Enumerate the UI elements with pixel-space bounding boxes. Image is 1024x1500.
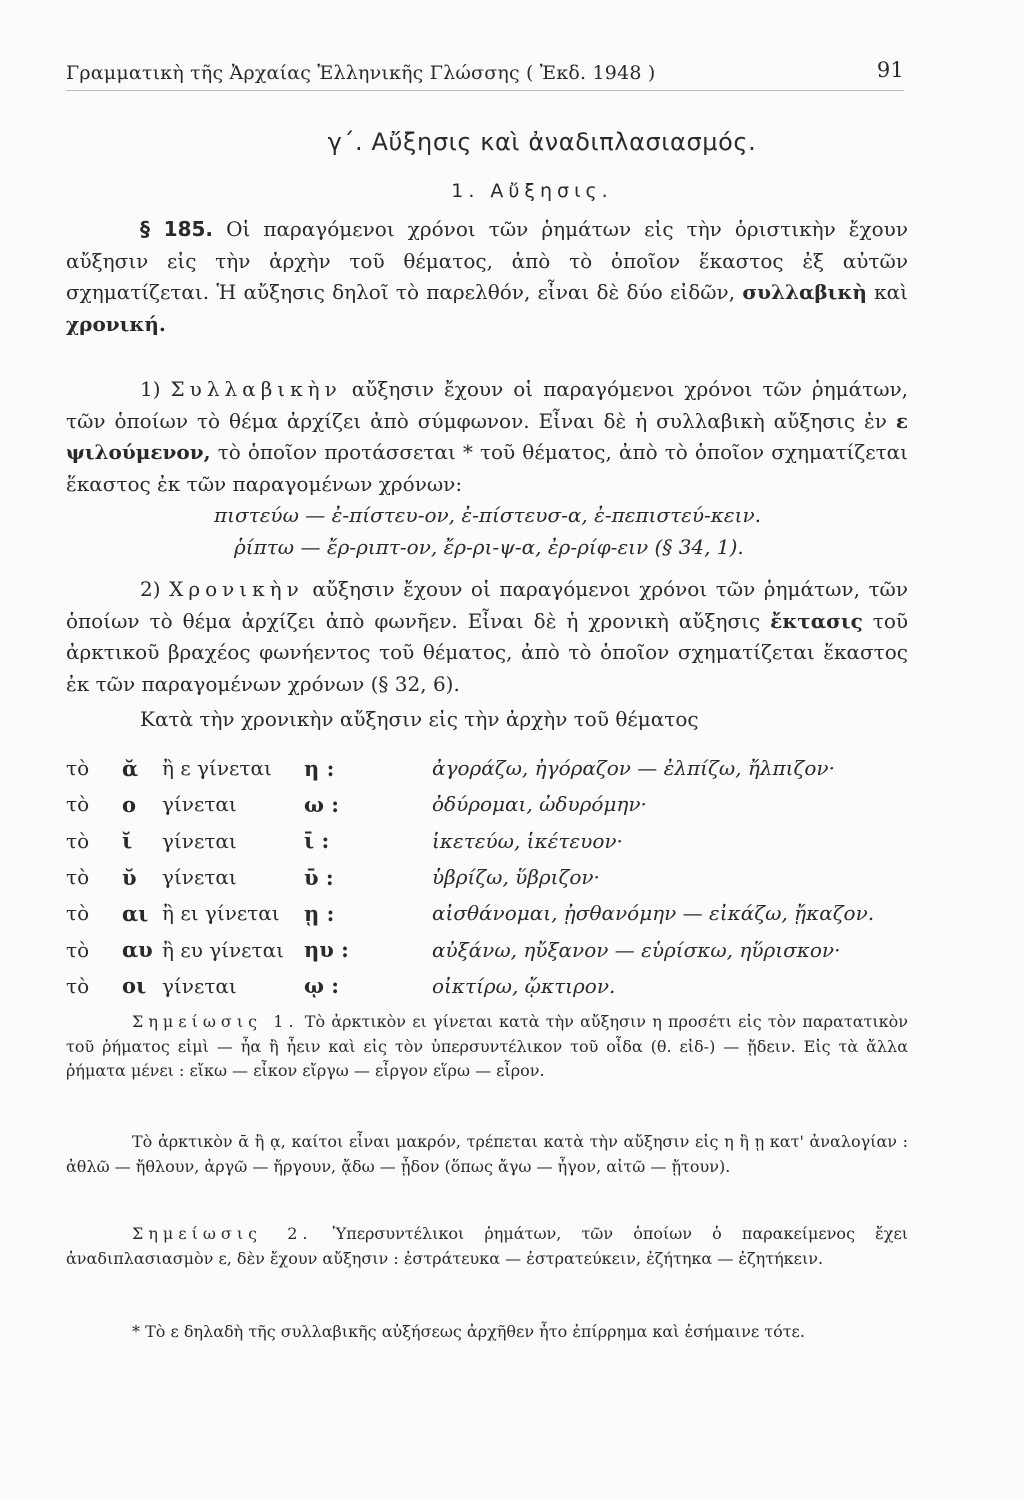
table-row: τὸ οι γίνεται ῳ : οἰκτίρω, ᾤκτιρον. <box>66 973 616 999</box>
augment-table <box>66 750 874 1004</box>
chapter-title: γ΄. Αὔξησις καὶ ἀναδιπλασιασμός. <box>327 128 757 156</box>
table-row: τὸ αυ ἢ ευ γίνεται ηυ : αὐξάνω, ηὔξανον — εὑρίσκω, ηὕρισκον· <box>66 937 841 963</box>
note-1 <box>66 1010 908 1084</box>
footnote: * Τὸ ε δηλαδὴ τῆς συλλαβικῆς αὐξήσεως ἀρχῆθεν ἦτο ἐπίρρημα καὶ ἐσήμαινε τότε. <box>132 1322 805 1341</box>
paragraph-intro-table: Κατὰ τὴν χρονικὴν αὔξησιν εἰς τὴν ἀρχὴν τοῦ θέματος <box>140 707 699 731</box>
page-number: 91 <box>876 58 904 82</box>
paragraph-text: αὔξησιν ἔχουν οἱ παραγόμενοι χρόνοι τῶν ῥημάτων, τῶν ὁποίων τὸ θέμα ἀρχίζει ἀπὸ φωνῆεν. Εἶναι δὲ ἡ χρονικὴ αὔξησις <box>66 577 908 633</box>
running-header <box>66 56 904 91</box>
note-label: Σημείωσις 1. <box>132 1012 299 1031</box>
example-line: πιστεύω — ἐ-πίστευ-ον, ἐ-πίστευσ-α, ἐ-πεπιστεύ-κειν. <box>214 503 762 527</box>
note-text: Ὑπερσυντέλικοι ῥημάτων, τῶν ὁποίων ὁ παρακείμενος ἔχει ἀναδιπλασιασμὸν ε, δὲν ἔχουν αὔξησιν : ἐστράτευκα — ἐστρατεύκειν, ἐζήτηκα — ἐζητήκειν. <box>66 1224 908 1268</box>
note-2 <box>66 1222 908 1271</box>
note-text: Τὸ ἀρκτικὸν ει γίνεται κατὰ τὴν αὔξησιν η προσέτι εἰς τὸν παρατατικὸν τοῦ ῥήματος εἰμὶ — ἦα ἢ ἦειν καὶ εἰς τὸν ὑπερσυντέλικον τοῦ οἶδα (θ. εἰδ-) — ᾔδειν. Εἰς τὰ ἄλλα ῥήματα μένει : εἴκω — εἶκον εἴργω — εἶργον εἵρω — εἶρον. <box>66 1012 908 1080</box>
section-title: 1. Αὔξησις. <box>451 180 613 202</box>
paragraph-syllabic <box>66 374 908 563</box>
table-row: τὸ αι ἢ ει γίνεται ῃ : αἰσθάνομαι, ᾐσθανόμην — εἰκάζω, ᾔκαζον. <box>66 900 875 926</box>
paragraph-text: τοῦ ἀρκτικοῦ βραχέος φωνήεντος τοῦ θέματος, ἀπὸ τὸ ὁποῖον σχηματίζεται ἕκαστος ἐκ τῶν παραγομένων χρόνων (§ 32, 6). <box>66 608 909 696</box>
table-row: τὸ ῠ γίνεται ῡ : ὑβρίζω, ὕβριζον· <box>66 864 600 890</box>
section-mark: § 185. <box>140 217 214 241</box>
note-1-continued: Τὸ ἀρκτικὸν ᾱ ἢ ᾳ, καίτοι εἶναι μακρόν, τρέπεται κατὰ τὴν αὔξησιν εἰς η ἢ ῃ κατ' ἀναλογίαν : ἀθλῶ — ἤθλουν, ἀργῶ — ἤργουν, ᾄδω — ᾖδον (ὅπως ἄγω — ἦγον, αἰτῶ — ᾔτουν). <box>66 1132 908 1176</box>
paragraph-185 <box>66 214 908 340</box>
bold-term: ε ψιλούμενον, <box>66 408 909 464</box>
table-row: τὸ ο γίνεται ω : ὀδύρομαι, ὠδυρόμην· <box>66 791 647 817</box>
table-row: τὸ ᾰ ἢ ε γίνεται η : ἀγοράζω, ἠγόραζον — ἐλπίζω, ἤλπιζον· <box>66 755 835 781</box>
paragraph-temporal <box>66 574 908 700</box>
bold-term: συλλαβικὴ <box>742 280 867 304</box>
paragraph-text: αὔξησιν ἔχουν οἱ παραγόμενοι χρόνοι τῶν ῥημάτων, τῶν ὁποίων τὸ θέμα ἀρχίζει ἀπὸ σύμφωνον. Εἶναι δὲ ἡ συλλαβικὴ αὔξησις ἐν <box>66 377 909 433</box>
item-number: 1) <box>140 377 161 401</box>
item-number: 2) <box>140 577 161 601</box>
paragraph-text: Οἱ παραγόμενοι χρόνοι τῶν ῥημάτων εἰς τὴν ὁριστικὴν ἔχουν αὔξησιν εἰς τὴν ἀρχὴν τοῦ θέματος, ἀπὸ τὸ ὁποῖον ἕκαστος ἐξ αὐτῶν σχηματίζεται. Ἡ αὔξησις δηλοῖ τὸ παρελθόν, εἶναι δὲ δύο εἰδῶν, <box>66 217 908 304</box>
paragraph-text: τὸ ὁποῖον προτάσσεται * τοῦ θέματος, ἀπὸ τὸ ὁποῖον σχηματίζεται ἕκαστος ἐκ τῶν παραγομένων χρόνων: <box>66 440 908 496</box>
running-title: Γραμματικὴ τῆς Ἀρχαίας Ἑλληνικῆς Γλώσσης ( Ἐκδ. 1948 ) <box>66 62 656 84</box>
term-spaced: Χρονικὴν <box>169 577 304 601</box>
bold-term: χρονική. <box>66 311 166 336</box>
term-spaced: Συλλαβικὴν <box>170 377 342 401</box>
note-label: Σημείωσις 2. <box>132 1224 313 1243</box>
example-line: ῥίπτω — ἔρ-ριπτ-ον, ἔρ-ρι-ψ-α, ἐρ-ρίφ-ειν (§ 34, 1). <box>234 534 744 559</box>
conjunction: καὶ <box>874 280 908 304</box>
table-row: τὸ ῐ γίνεται ῑ : ἱκετεύω, ἱκέτευον· <box>66 828 623 854</box>
bold-term: ἔκτασις <box>770 608 863 633</box>
